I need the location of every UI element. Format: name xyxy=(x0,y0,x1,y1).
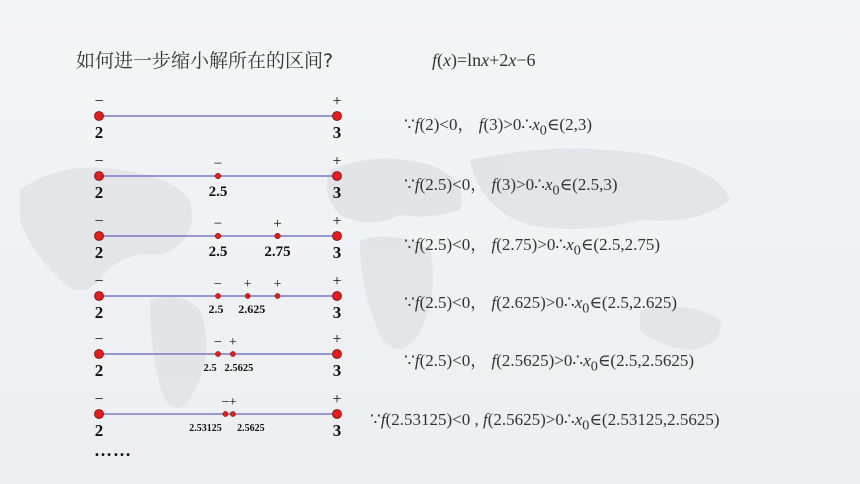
point-label-6-1: 2.53125 xyxy=(189,423,222,434)
point-2-1 xyxy=(215,173,221,179)
endpoint-left-4 xyxy=(95,292,104,301)
label-right-3: 3 xyxy=(332,243,342,262)
question-heading: 如何进一步缩小解所在的区间? xyxy=(76,50,334,72)
label-right-5: 3 xyxy=(332,361,342,380)
point-label-5-2: 2.5625 xyxy=(224,363,254,374)
point-3-2 xyxy=(275,233,281,239)
label-left-6: 2 xyxy=(94,421,104,440)
label-left-2: 2 xyxy=(94,183,104,202)
point-label-5-1: 2.5 xyxy=(203,363,217,374)
endpoint-left-1 xyxy=(95,112,104,121)
point-sign-3-1: − xyxy=(213,216,223,232)
label-right-6: 3 xyxy=(332,421,342,440)
function-formula: f(x)=lnx+2x−6 xyxy=(432,50,536,70)
endpoint-right-2 xyxy=(333,172,342,181)
point-4-2 xyxy=(245,293,250,298)
sign-left-2: − xyxy=(94,153,104,170)
point-label-4-1: 2.5 xyxy=(208,302,224,316)
ellipsis: …… xyxy=(94,440,132,460)
sign-right-5: + xyxy=(332,331,342,348)
sign-left-6: − xyxy=(94,391,104,408)
endpoint-right-5 xyxy=(333,350,342,359)
sign-right-2: + xyxy=(332,153,342,170)
point-sign-4-2: + xyxy=(243,277,252,292)
reasoning-row-6: ∵f(2.53125)<0 , $f(2.5625)>0\therefore x_0\in(2.53125,2.5625)$ xyxy=(370,410,720,434)
endpoint-left-3 xyxy=(95,232,104,241)
sign-left-1: − xyxy=(94,93,104,110)
endpoint-right-1 xyxy=(333,112,342,121)
label-left-1: 2 xyxy=(94,123,104,142)
reasoning-row-2: ∵f(2.5)<0， $f(3)>0\therefore x_0\in(2.5,3)$ xyxy=(404,175,618,199)
point-label-3-1: 2.5 xyxy=(208,244,228,260)
sign-left-4: − xyxy=(94,273,104,290)
endpoint-right-3 xyxy=(333,232,342,241)
sign-right-3: + xyxy=(332,213,342,230)
point-sign-2-1: − xyxy=(213,156,223,172)
label-right-4: 3 xyxy=(332,303,342,322)
point-label-4-2: 2.625 xyxy=(238,302,266,316)
point-label-2-1: 2.5 xyxy=(208,184,228,200)
sign-right-6: + xyxy=(332,391,342,408)
endpoint-left-6 xyxy=(95,410,104,419)
reasoning-row-4: ∵f(2.5)<0， $f(2.625)>0\therefore x_0\in(2.5,2.625)$ xyxy=(404,293,677,317)
label-left-5: 2 xyxy=(94,361,104,380)
point-3-1 xyxy=(215,233,221,239)
label-left-3: 2 xyxy=(94,243,104,262)
sign-right-4: + xyxy=(332,273,342,290)
reasoning-row-5: ∵f(2.5)<0， $f(2.5625)>0\therefore x_0\in(2.5,2.5625)$ xyxy=(404,351,694,375)
endpoint-right-4 xyxy=(333,292,342,301)
point-5-1 xyxy=(215,351,220,356)
point-4-3 xyxy=(275,293,280,298)
label-left-4: 2 xyxy=(94,303,104,322)
point-sign-5-2: + xyxy=(228,335,237,350)
point-sign-5-1: − xyxy=(214,335,222,350)
point-sign-4-3: + xyxy=(273,277,282,292)
endpoint-left-2 xyxy=(95,172,104,181)
point-4-1 xyxy=(215,293,220,298)
point-sign-4-1: − xyxy=(214,277,222,292)
reasoning-row-3: ∵f(2.5)<0， $f(2.75)>0\therefore x_0\in(2.5,2.75)$ xyxy=(404,235,660,259)
point-5-2 xyxy=(230,351,235,356)
point-6-2 xyxy=(230,411,235,416)
point-sign-6-2: + xyxy=(228,395,237,410)
reasoning-row-1: ∵f(2)<0， $f(3)>0\therefore x_0\in(2,3)$ xyxy=(404,115,592,139)
sign-left-5: − xyxy=(94,331,104,348)
label-right-1: 3 xyxy=(332,123,342,142)
sign-right-1: + xyxy=(332,93,342,110)
point-label-3-2: 2.75 xyxy=(264,244,291,260)
point-label-6-2: 2.5625 xyxy=(237,423,265,434)
endpoint-right-6 xyxy=(333,410,342,419)
label-right-2: 3 xyxy=(332,183,342,202)
endpoint-left-5 xyxy=(95,350,104,359)
sign-left-3: − xyxy=(94,213,104,230)
point-sign-3-2: + xyxy=(273,216,282,232)
point-6-1 xyxy=(223,411,228,416)
point-sign-6-1: − xyxy=(221,395,230,410)
